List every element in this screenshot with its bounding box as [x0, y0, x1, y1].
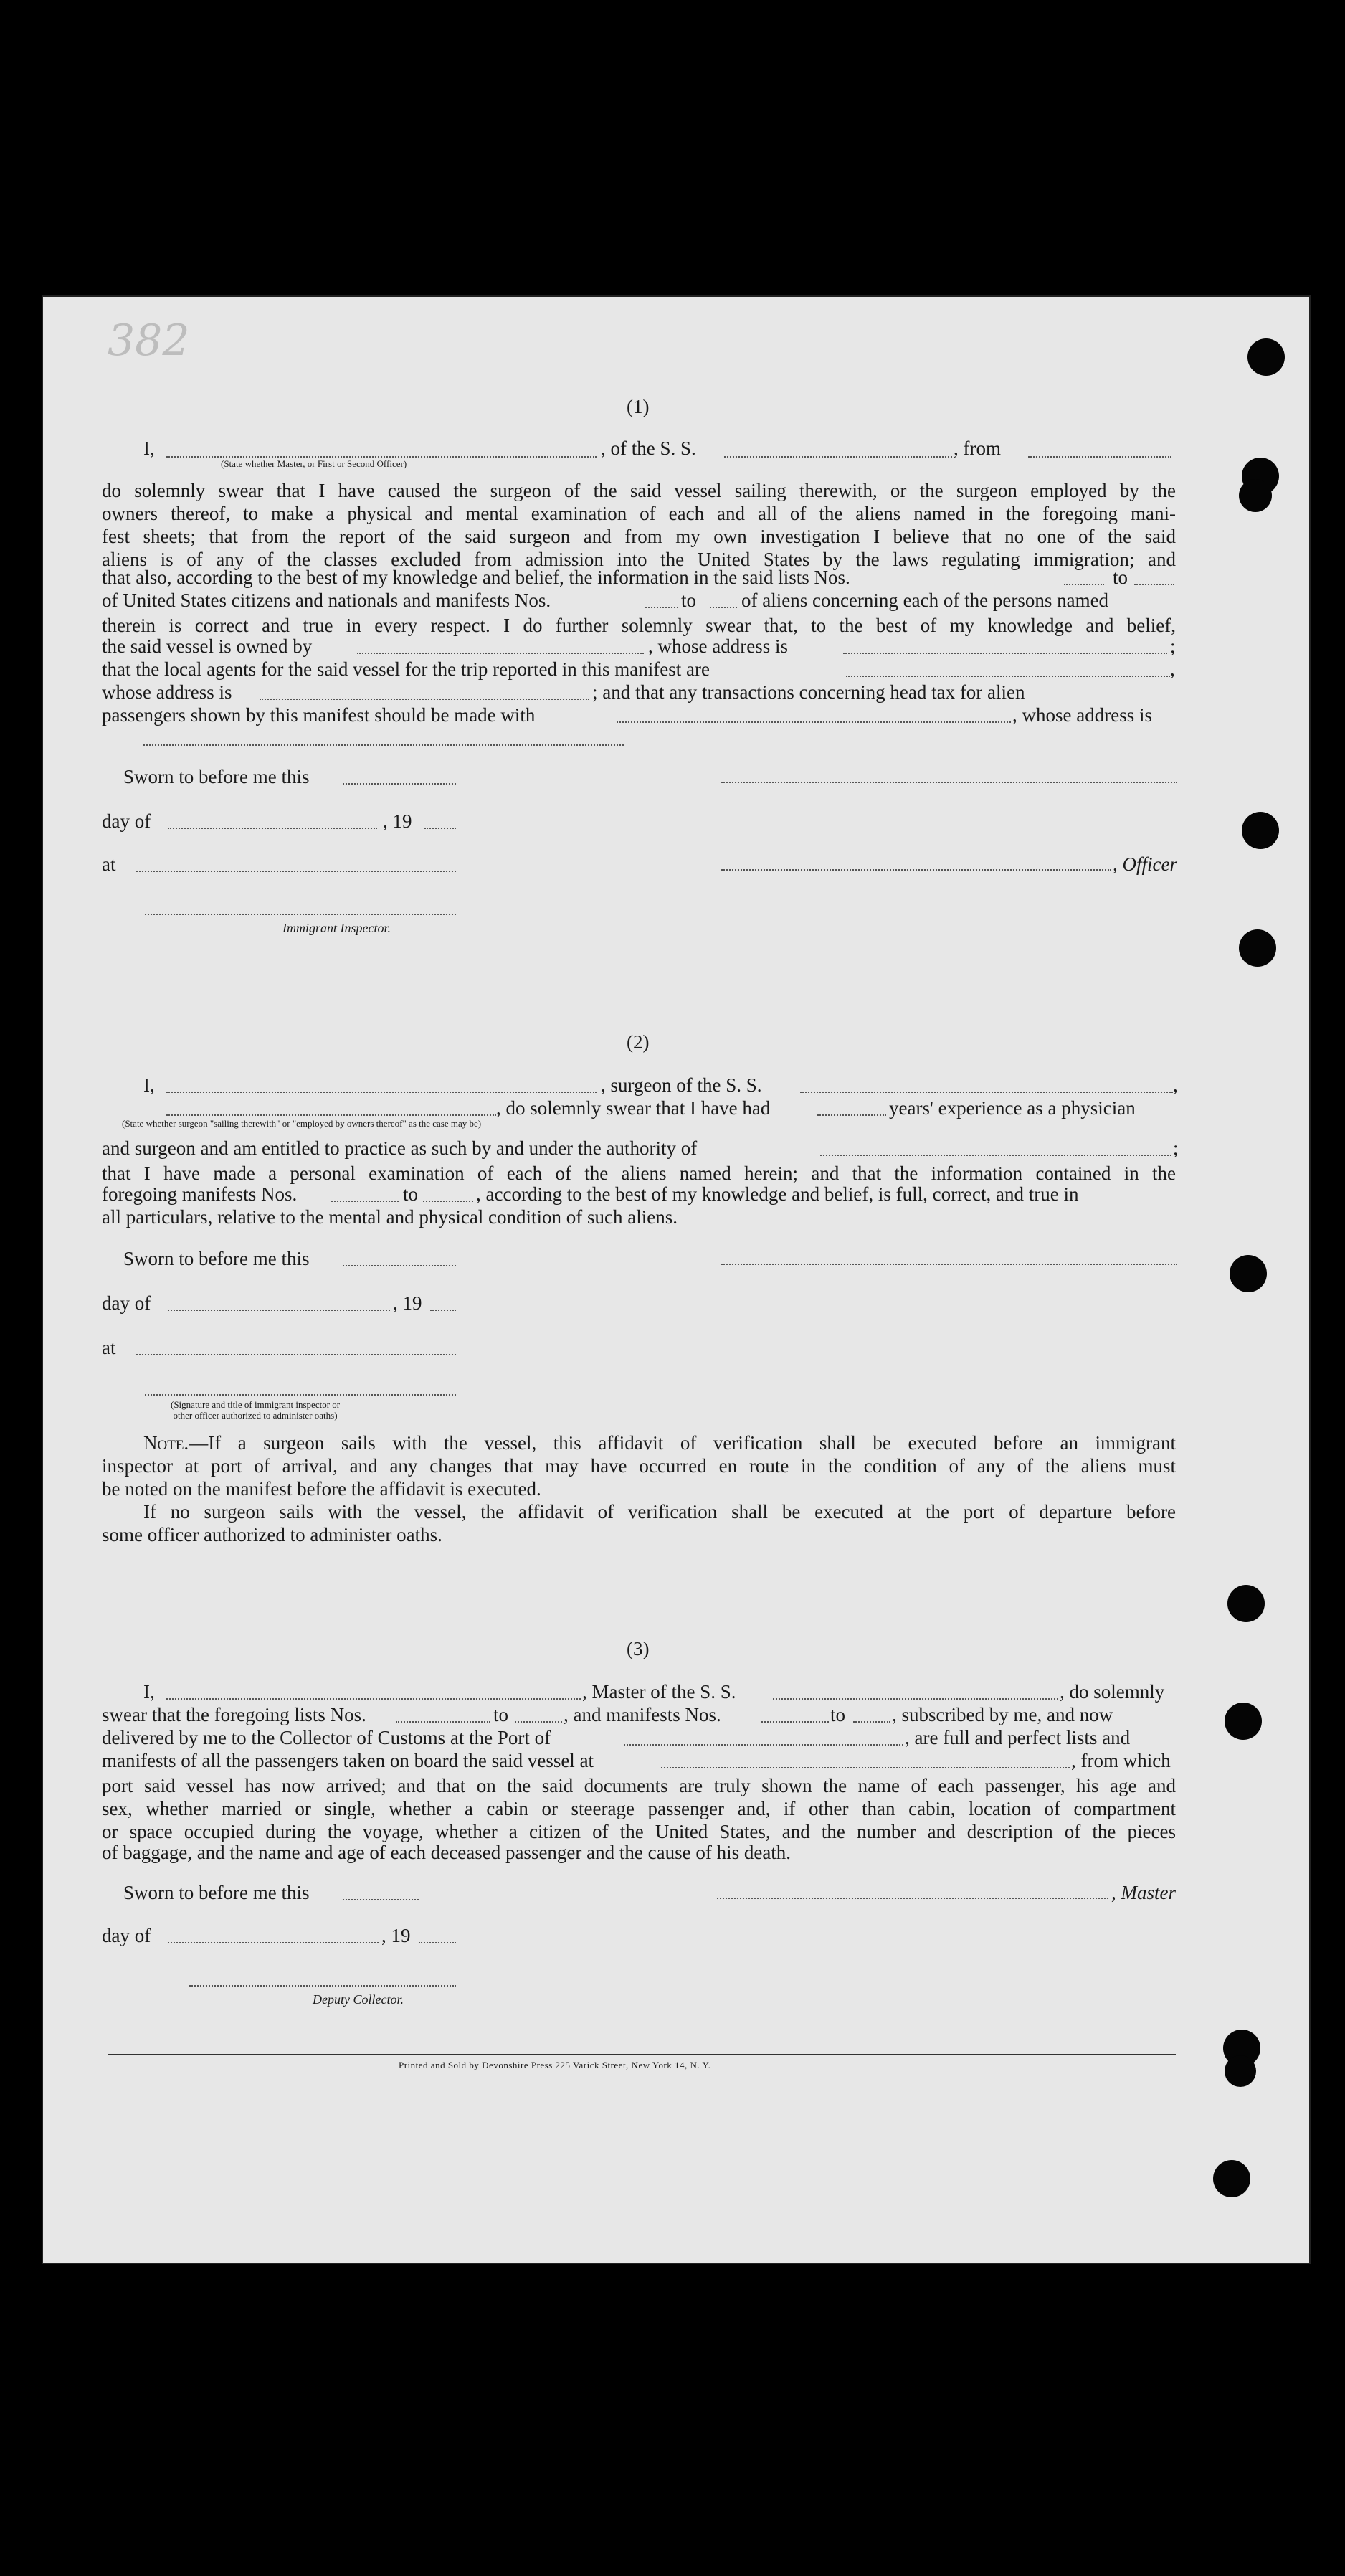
s1-sworn-day-field[interactable]: [343, 783, 456, 785]
s1-line: owners thereof, to make a physical and mental examination of each and all of the aliens named in the foregoing mani-: [102, 503, 1176, 524]
comma: ,: [1173, 1074, 1178, 1096]
s2-inspector-signature-field[interactable]: [145, 1394, 456, 1396]
s3-line-last: of baggage, and the name and age of each deceased passenger and the cause of his death.: [102, 1842, 792, 1863]
s2-year-label: , 19: [393, 1292, 422, 1314]
s3-line: or space occupied during the voyage, whether a citizen of the United States, and the number and description of the pieces: [102, 1821, 1176, 1842]
s1-body: [102, 479, 1176, 571]
s1-from-label: , from: [954, 437, 1001, 459]
s3-lists-from-field[interactable]: [396, 1721, 490, 1723]
s2-line-authority: and surgeon and am entitled to practice as such by and under the authority of: [102, 1137, 698, 1159]
s1-officer-label: , Officer: [1113, 853, 1177, 875]
s2-years-exp-label: years' experience as a physician: [889, 1097, 1136, 1119]
s1-inspector-signature-field[interactable]: [145, 914, 456, 915]
note-line: [102, 1431, 1176, 1454]
printer-imprint: Printed and Sold by Devonshire Press 225 Varick Street, New York 14, N. Y.: [399, 2060, 711, 2070]
s1-lists-from-field[interactable]: [1064, 584, 1104, 585]
s2-years-field[interactable]: [817, 1114, 886, 1116]
s2-at-label: at: [102, 1337, 116, 1358]
s1-head-tax-address-label: , whose address is: [1012, 704, 1152, 726]
s1-agents-field[interactable]: [846, 676, 1170, 677]
s2-i-label: I,: [143, 1074, 155, 1096]
s2-surgeon-name-field[interactable]: [166, 1092, 597, 1093]
s3-vessel-name-field[interactable]: [773, 1698, 1058, 1700]
s1-sworn-label: Sworn to before me this: [123, 766, 310, 787]
s1-manifests-from-field[interactable]: [645, 607, 678, 608]
s1-from-port-field[interactable]: [1028, 456, 1171, 458]
s1-at-label: at: [102, 853, 116, 875]
comma: ,: [1170, 658, 1175, 680]
s2-sworn-day-field[interactable]: [343, 1265, 456, 1266]
s3-manifests-of: manifests of all the passengers taken on board the said vessel at: [102, 1750, 594, 1771]
binder-hole: [1227, 1585, 1265, 1622]
s1-line: do solemnly swear that I have caused the surgeon of the said vessel sailing therewith, or the surgeon employed by the: [102, 480, 1176, 501]
s1-year-label: , 19: [383, 810, 412, 832]
binder-hole: [1242, 812, 1279, 849]
s2-line5: all particulars, relative to the mental and physical condition of such aliens.: [102, 1206, 678, 1228]
s1-day-of-label: day of: [102, 810, 151, 832]
s2-day-of-field[interactable]: [168, 1310, 390, 1311]
s1-line-lists: that also, according to the best of my knowledge and belief, the information in the said lists Nos.: [102, 567, 850, 588]
s3-sworn-day-field[interactable]: [343, 1899, 419, 1900]
s1-officer-signature-line-1[interactable]: [721, 782, 1177, 783]
s3-do-solemnly-label: , do solemnly: [1060, 1681, 1165, 1703]
s2-sig-caption-line: other officer authorized to administer oaths): [173, 1409, 338, 1421]
s2-surgeon-of-label: , surgeon of the S. S.: [601, 1074, 762, 1096]
section-1-heading: (1): [627, 396, 650, 417]
s3-i-label: I,: [143, 1681, 155, 1703]
s2-vessel-name-field[interactable]: [800, 1092, 1173, 1093]
note-block: [102, 1431, 1176, 1546]
binder-hole: [1225, 2055, 1256, 2087]
semicolon: ;: [1170, 635, 1176, 657]
binder-hole: [1225, 1703, 1262, 1740]
s2-line4c: , according to the best of my knowledge and belief, is full, correct, and true in: [476, 1183, 1079, 1205]
s1-line: aliens is of any of the classes excluded from admission into the United States by the laws regulating immigration; and: [102, 549, 1176, 570]
s1-head-tax-party-field[interactable]: [617, 721, 1011, 723]
s3-sworn-label: Sworn to before me this: [123, 1882, 310, 1903]
s3-day-of-field[interactable]: [168, 1942, 379, 1943]
footer-rule: [108, 2054, 1176, 2055]
s3-from-which: , from which: [1071, 1750, 1171, 1771]
s1-to-label-2: to: [681, 589, 697, 611]
s1-year-field[interactable]: [424, 828, 456, 829]
note-line: inspector at port of arrival, and any changes that may have occurred en route in the condition of any of the aliens must: [102, 1455, 1176, 1477]
s3-year-field[interactable]: [419, 1942, 456, 1943]
s2-line: that I have made a personal examination of each of the aliens named herein; and that the information contained in the: [102, 1162, 1176, 1184]
s3-lists-to-field[interactable]: [515, 1721, 562, 1723]
s2-manifests-to-field[interactable]: [423, 1201, 473, 1202]
s2-surgeon-caption: (State whether surgeon "sailing therewith" or "employed by owners thereof" as the case may be): [122, 1118, 482, 1129]
s2-sailing-status-field[interactable]: [166, 1114, 496, 1116]
s1-agents: that the local agents for the said vessel for the trip reported in this manifest are: [102, 658, 710, 680]
s2-sig-caption-line: (Signature and title of immigrant inspector or: [171, 1399, 341, 1410]
s1-agent-address-field[interactable]: [260, 699, 589, 700]
s3-master-name-field[interactable]: [166, 1698, 581, 1700]
s1-officer-signature-field[interactable]: [721, 869, 1111, 871]
note-line: If no surgeon sails with the vessel, the affidavit of verification shall be executed at the port of departure before: [143, 1501, 1176, 1523]
s1-manifests-to-field[interactable]: [710, 607, 737, 608]
s3-master-signature-field[interactable]: [717, 1898, 1108, 1899]
semicolon: ;: [1173, 1137, 1179, 1159]
s1-lists-to-field[interactable]: [1134, 584, 1174, 585]
s2-surgeon-signature-field[interactable]: [721, 1264, 1177, 1265]
binder-hole: [1230, 1255, 1267, 1292]
s2-manifests-from-field[interactable]: [331, 1201, 399, 1202]
s3-body: [102, 1774, 1176, 1843]
binder-hole: [1247, 338, 1285, 376]
note-label: Note.: [143, 1432, 189, 1454]
s3-collector-signature-field[interactable]: [189, 1985, 456, 1987]
section-3-heading: (3): [627, 1638, 650, 1659]
s3-full-perfect: , are full and perfect lists and: [905, 1727, 1131, 1748]
s1-owner-address-field[interactable]: [843, 653, 1167, 654]
s3-manifests-from-field[interactable]: [761, 1721, 829, 1723]
s1-head-tax-address-field[interactable]: [143, 744, 624, 746]
s2-sworn-label: Sworn to before me this: [123, 1248, 310, 1269]
s3-line: sex, whether married or single, whether a cabin or steerage passenger and, if other than cabin, location of compartment: [102, 1798, 1176, 1819]
s1-officer-name-field[interactable]: [166, 456, 597, 458]
s3-port-field[interactable]: [624, 1744, 903, 1746]
s1-body-2: [102, 614, 1176, 637]
s3-master-label: , Master: [1111, 1882, 1176, 1903]
s3-departure-port-field[interactable]: [661, 1767, 1070, 1768]
s3-day-of-label: day of: [102, 1925, 151, 1946]
note-line: some officer authorized to administer oaths.: [102, 1524, 442, 1545]
s3-manifests-label: , and manifests Nos.: [564, 1704, 721, 1725]
note-text: —If a surgeon sails with the vessel, this affidavit of verification shall be executed before an immigrant: [189, 1432, 1176, 1454]
binder-hole: [1213, 2160, 1250, 2197]
s1-day-of-field[interactable]: [168, 828, 377, 829]
s3-line: port said vessel has now arrived; and that on the said documents are truly shown the name of each passenger, his age and: [102, 1775, 1176, 1796]
binder-hole: [1239, 479, 1272, 512]
s1-inspector-label: Immigrant Inspector.: [282, 921, 391, 935]
s3-to-label-2: to: [830, 1704, 846, 1725]
s2-do-solemnly-label: , do solemnly swear that I have had: [496, 1097, 771, 1119]
s1-head-tax: ; and that any transactions concerning head tax for alien: [592, 681, 1025, 703]
s2-to-label: to: [403, 1183, 419, 1205]
s1-line: therein is correct and true in every respect. I do further solemnly swear that, to the best of my knowledge and belief,: [102, 615, 1176, 636]
section-2-heading: (2): [627, 1031, 650, 1053]
s2-manifests-label: foregoing manifests Nos.: [102, 1183, 298, 1205]
s3-collector-label: Deputy Collector.: [313, 1992, 404, 2007]
s1-to-label: to: [1113, 567, 1128, 588]
s3-manifests-to-field[interactable]: [853, 1721, 890, 1723]
s1-agent-address-label: whose address is: [102, 681, 232, 703]
s1-line: fest sheets; that from the report of the said surgeon and from my own investigation I believe that no one of the said: [102, 526, 1176, 547]
s2-authority-field[interactable]: [820, 1155, 1171, 1156]
s3-to-label: to: [493, 1704, 509, 1725]
note-line: be noted on the manifest before the affidavit is executed.: [102, 1478, 541, 1500]
s3-year-label: , 19: [381, 1925, 411, 1946]
s2-sig-caption: [171, 1400, 340, 1421]
s3-subscribed: , subscribed by me, and now: [892, 1704, 1113, 1725]
binder-hole: [1239, 929, 1276, 967]
s1-owned-by: the said vessel is owned by: [102, 635, 313, 657]
s3-master-of-label: , Master of the S. S.: [582, 1681, 736, 1703]
s3-delivered: delivered by me to the Collector of Customs at the Port of: [102, 1727, 551, 1748]
s1-owner-field[interactable]: [357, 653, 644, 654]
s1-owner-address-label: , whose address is: [648, 635, 788, 657]
s1-officer-caption: (State whether Master, or First or Second Officer): [221, 458, 407, 469]
s1-of-ss-label: , of the S. S.: [601, 437, 696, 459]
s1-at-field[interactable]: [136, 871, 456, 872]
s2-year-field[interactable]: [430, 1310, 456, 1311]
s1-line-manifests: of United States citizens and nationals and manifests Nos.: [102, 589, 551, 611]
s1-i-label: I,: [143, 437, 155, 459]
s1-passengers: passengers shown by this manifest should be made with: [102, 704, 536, 726]
s2-day-of-label: day of: [102, 1292, 151, 1314]
s2-at-field[interactable]: [136, 1354, 456, 1355]
s1-vessel-name-field[interactable]: [724, 456, 952, 458]
s2-body: [102, 1162, 1176, 1185]
stamp-number: 382: [108, 316, 190, 366]
s1-of-aliens: of aliens concerning each of the persons named: [741, 589, 1109, 611]
s3-lists-label: swear that the foregoing lists Nos.: [102, 1704, 366, 1725]
